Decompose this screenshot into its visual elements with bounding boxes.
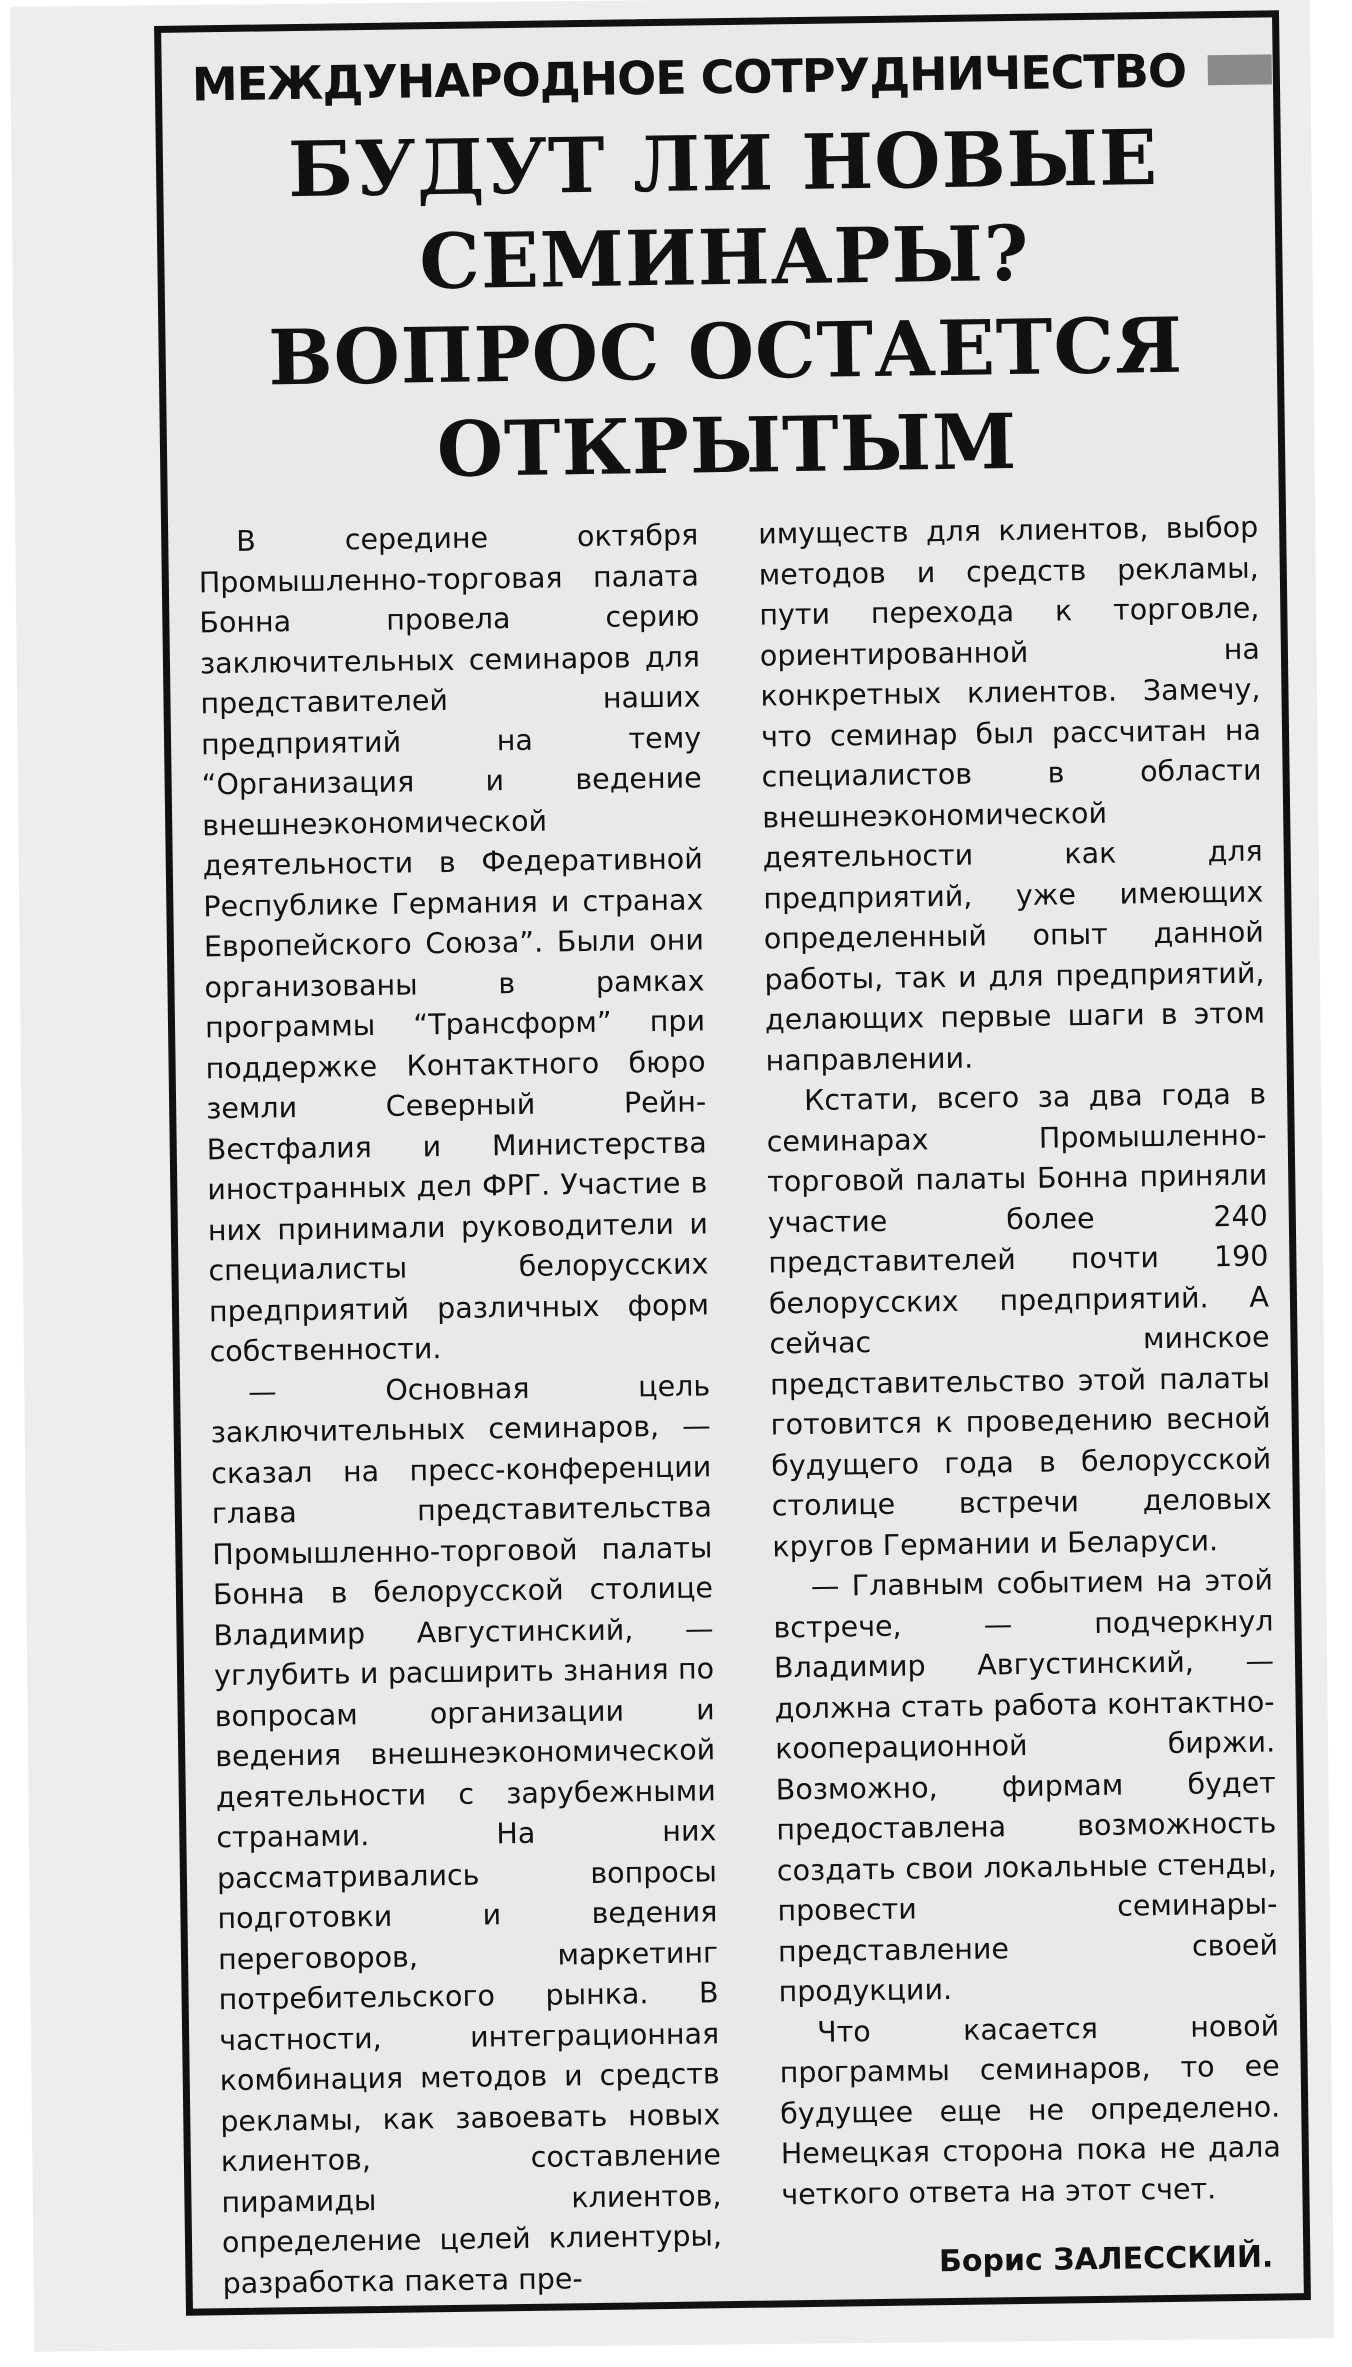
headline-line: ВОПРОС ОСТАЕТСЯ (267, 300, 1184, 403)
headline-line: СЕМИНАРЫ? (418, 208, 1030, 307)
paragraph-continuation: имуществ для клиентов, выбор методов и средств рекламы, пути перехода к торговле, ориентированной на конкретных клиентов. Замечу, что семинар был рассчитан на специалистов в области внешнеэкономической деятельности как для предприятий, уже имеющих определенный опыт данной работы, так и для предприятий, делающих первые шаги в этом направлении. (757, 510, 1266, 1078)
headline (182, 109, 1267, 500)
left-column (198, 515, 723, 2304)
article-frame (154, 10, 1311, 2315)
paragraph: — Основная цель заключительных семинаров, — сказал на пресс-конференции глава представительства Промышленно-торговой палаты Бонна в белорусской столице Владимир Августинский, — углубить и расширить знания по вопросам организации и ведения внешнеэкономической деятельности с зарубежными странами. На них рассматривались вопросы подготовки и ведения переговоров, маркетинг потребительского рынка. В частности, интеграционная комбинация методов и средств рекламы, как завоевать новых клиентов, составление пирамиды клиентов, определение целей клиентуры, разработка пакета пре- (210, 1368, 723, 2300)
rubric-bar (1208, 54, 1272, 85)
article-body (198, 508, 1283, 2305)
paragraph: Что касается новой программы семинаров, то ее будущее еще не определено. Немецкая сторона пока не дала четкого ответа на этот счет. (779, 2008, 1282, 2211)
right-column (758, 508, 1283, 2297)
headline-line: ОТКРЫТЫМ (436, 396, 1018, 495)
author-signature: Борис ЗАЛЕССКИЙ. (938, 2239, 1274, 2280)
paragraph: — Главным событием на этой встрече, — подчеркнул Владимир Августинский, — должна стать работа контактно-кооперационной биржи. Возможно, фирмам будет предоставлена возможность создать свои локальные стенды, провести семинары-представление своей продукции. (773, 1563, 1279, 2009)
paragraph: В середине октября Промышленно-торговая палата Бонна провела серию заключительных семинаров для представителей наших предприятий на тему “Организация и ведение внешнеэкономической деятельности в Федеративной Республике Германия и странах Европейского Союза”. Были они организованы в рамках программы “Трансформ” при поддержке Контактного бюро земли Северный Рейн-Вестфалия и Министерства иностранных дел ФРГ. Участие в них принимали руководители и специалисты белорусских предприятий различных форм собственности. (198, 518, 710, 1369)
rubric-text: МЕЖДУНАРОДНОЕ СОТРУДНИЧЕСТВО (191, 43, 1187, 112)
paragraph: Кстати, всего за два года в семинарах Промышленно-торговой палаты Бонна приняли участие более 240 представителей почти 190 белорусских предприятий. А сейчас минское представительство этой палаты готовится к проведению весной будущего года в белорусской столице встречи деловых кругов Германии и Беларуси. (766, 1077, 1272, 1563)
rubric (191, 37, 1272, 116)
headline-line: БУДУТ ЛИ НОВЫЕ (287, 112, 1159, 215)
